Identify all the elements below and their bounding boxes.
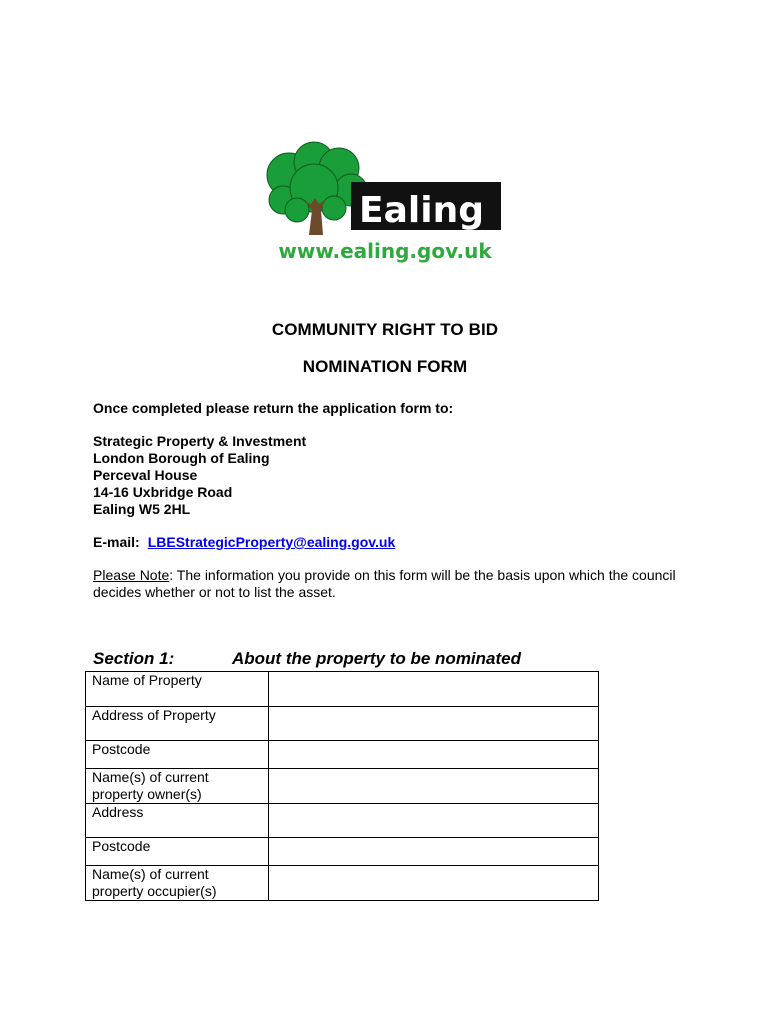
owner-postcode-field[interactable] xyxy=(269,838,599,866)
ealing-logo xyxy=(259,140,511,268)
return-address xyxy=(93,433,306,518)
address-line: Ealing W5 2HL xyxy=(93,501,191,517)
property-form-table xyxy=(85,671,599,901)
table-row xyxy=(86,804,599,838)
field-label: Postcode xyxy=(86,838,269,866)
field-label: Name(s) of current property owner(s) xyxy=(86,769,269,804)
please-note xyxy=(93,567,693,601)
table-row xyxy=(86,741,599,769)
note-label: Please Note xyxy=(93,567,170,583)
postcode-field[interactable] xyxy=(269,741,599,769)
field-label: Address xyxy=(86,804,269,838)
field-label: Postcode xyxy=(86,741,269,769)
section-number: Section 1: xyxy=(93,649,175,668)
address-line: 14-16 Uxbridge Road xyxy=(93,484,233,500)
occupier-names-field[interactable] xyxy=(269,866,599,901)
tree-logo-icon xyxy=(259,140,511,268)
name-of-property-field[interactable] xyxy=(269,672,599,707)
email-link[interactable]: LBEStrategicProperty@ealing.gov.uk xyxy=(147,534,396,550)
field-label: Address of Property xyxy=(86,707,269,741)
owner-names-field[interactable] xyxy=(269,769,599,804)
address-of-property-field[interactable] xyxy=(269,707,599,741)
table-row xyxy=(86,769,599,804)
address-line: Strategic Property & Investment xyxy=(93,433,307,449)
email-label: E-mail: xyxy=(93,534,140,550)
table-row xyxy=(86,866,599,901)
section-heading xyxy=(93,649,521,669)
field-label: Name(s) of current property occupier(s) xyxy=(86,866,269,901)
table-row xyxy=(86,672,599,707)
form-title: COMMUNITY RIGHT TO BID xyxy=(271,320,499,339)
note-text: : The information you provide on this form will be the basis upon which the council decides whether or not to list the asset. xyxy=(93,567,676,600)
logo-wordmark: Ealing xyxy=(359,190,484,231)
table-row xyxy=(86,838,599,866)
email-row xyxy=(93,534,395,551)
return-instruction: Once completed please return the application form to: xyxy=(93,400,454,416)
section-title: About the property to be nominated xyxy=(232,649,521,668)
field-label: Name of Property xyxy=(86,672,269,707)
table-row xyxy=(86,707,599,741)
address-line: London Borough of Ealing xyxy=(93,450,270,466)
form-subtitle: NOMINATION FORM xyxy=(302,357,468,376)
address-line: Perceval House xyxy=(93,467,198,483)
logo-url: www.ealing.gov.uk xyxy=(278,239,492,263)
owner-address-field[interactable] xyxy=(269,804,599,838)
